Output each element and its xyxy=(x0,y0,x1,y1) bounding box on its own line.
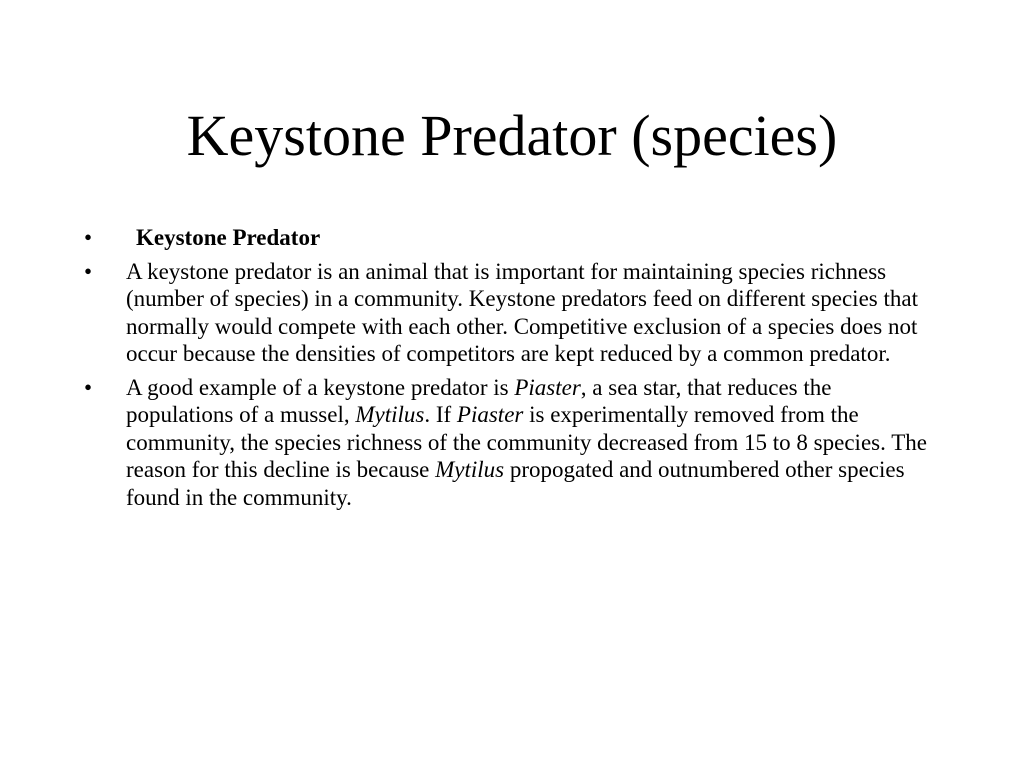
bullet-marker: • xyxy=(84,225,93,250)
example-text-part: propogated and outnumbered other species found in the community. xyxy=(126,457,905,510)
bullet-example-text xyxy=(126,375,927,510)
slide-title: Keystone Predator (species) xyxy=(186,103,838,168)
example-text-part: . If xyxy=(424,402,457,427)
bullet-heading-text: Keystone Predator xyxy=(136,225,321,250)
bullet-item-example xyxy=(84,374,944,512)
species-name-piaster: Piaster xyxy=(456,402,524,427)
bullet-definition-text: A keystone predator is an animal that is important for maintaining species richness (number of species) in a community. Keystone predators feed on different species that normally would compete with each other. Competitive exclusion of a species does not occur because the densities of competitors are kept reduced by a common predator. xyxy=(126,258,918,366)
example-text-part: , a sea star, that reduces the populations of a mussel, xyxy=(126,374,832,427)
bullet-marker: • xyxy=(84,258,93,284)
bullet-list xyxy=(84,224,944,517)
bullet-item-keystone-heading xyxy=(84,224,944,252)
species-name-piaster: Piaster xyxy=(514,374,581,400)
example-text-part: is experimentally removed from the community, the species richness of the community decreased from 15 to 8 species. The reason for this decline is because xyxy=(126,402,927,482)
species-name-mytilus: Mytilus xyxy=(435,457,505,482)
example-text-part: A good example of a keystone predator is xyxy=(126,374,515,400)
bullet-marker: • xyxy=(84,374,93,400)
species-name-mytilus: Mytilus xyxy=(355,402,425,427)
bullet-item-definition xyxy=(84,258,944,368)
